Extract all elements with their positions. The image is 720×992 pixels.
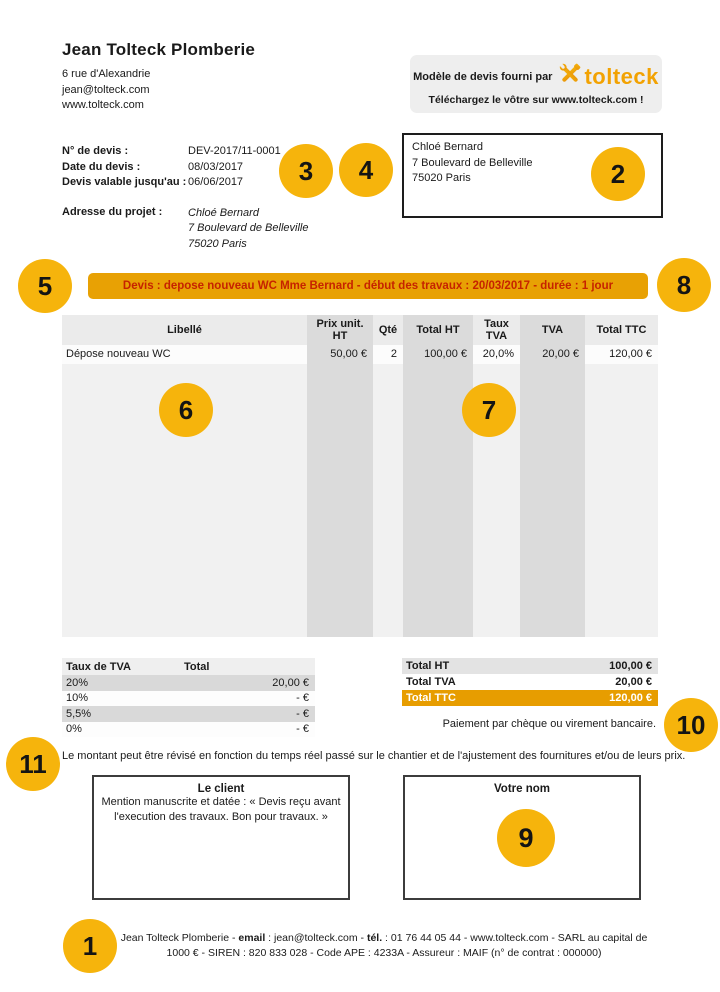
total-tva-row [402, 674, 658, 690]
annotation-marker-8: 8 [657, 258, 711, 312]
quote-title-banner: Devis : depose nouveau WC Mme Bernard - début des travaux : 20/03/2017 - durée : 1 jour [88, 273, 648, 299]
project-address-label: Adresse du projet : [62, 205, 163, 218]
client-name: Chloé Bernard [412, 141, 483, 153]
vat-row-20 [62, 675, 315, 691]
vat-total: - € [296, 692, 309, 705]
footer-tel-label: tél. [366, 932, 383, 944]
vat-rate-header: Taux de TVA [66, 660, 131, 673]
vat-summary-table [62, 658, 315, 737]
vat-total: - € [296, 707, 309, 720]
column-header-total-ttc: Total TTC [585, 315, 658, 345]
vat-rate: 10% [66, 692, 89, 705]
column-quantite [373, 315, 403, 637]
column-tva [520, 315, 585, 637]
crossed-tools-icon [558, 62, 582, 91]
client-signature-instruction: l'execution des travaux. Bon pour travaux. » [114, 811, 328, 823]
vat-table-header [62, 658, 315, 675]
items-table [62, 315, 658, 637]
vat-rate: 0% [66, 723, 82, 736]
quote-date-row [62, 160, 308, 176]
quote-info [62, 144, 308, 252]
company-name: Jean Tolteck Plomberie [62, 40, 256, 59]
quote-number-label: N° de devis : [62, 145, 129, 157]
column-header-libelle: Libellé [62, 315, 307, 345]
quote-date-value: 08/03/2017 [188, 160, 244, 173]
client-city: 75020 Paris [412, 172, 471, 184]
client-street: 7 Boulevard de Belleville [412, 156, 533, 169]
item-tva-cell: 20,00 € [520, 345, 585, 364]
item-prix-unitaire-cell: 50,00 € [307, 345, 373, 364]
tolteck-promo-box [410, 55, 662, 113]
vat-rate: 5,5% [66, 707, 92, 720]
quote-validity-value: 06/06/2017 [188, 176, 244, 188]
column-header-taux-tva: Taux TVA [473, 315, 520, 345]
project-address-line: 7 Boulevard de Belleville [188, 222, 309, 234]
item-label-cell: Dépose nouveau WC [62, 345, 307, 364]
item-total-ttc-cell: 120,00 € [585, 345, 658, 364]
total-ht-row [402, 658, 658, 674]
annotation-marker-2: 2 [591, 147, 645, 201]
company-header [62, 40, 255, 114]
annotation-marker-4: 4 [339, 143, 393, 197]
total-ht-value: 100,00 € [609, 660, 652, 672]
project-address-line: Chloé Bernard [188, 206, 259, 219]
tolteck-logo-text: tolteck [584, 63, 659, 89]
client-signature-box [92, 775, 350, 900]
company-email: jean@tolteck.com [62, 83, 150, 96]
project-address-block [62, 206, 308, 253]
promo-download-line: Téléchargez le vôtre sur www.tolteck.com ! [428, 94, 644, 106]
promo-provided-by: Modèle de devis fourni par [413, 70, 553, 83]
tolteck-logo [558, 62, 658, 91]
vat-row-0 [62, 722, 315, 738]
annotation-marker-10: 10 [664, 698, 718, 752]
footer-text: : 01 76 44 05 44 - www.tolteck.com - SARL au capital de 1000 € - SIREN : 820 833 028 - Code APE : 4233A - Assureur : MAIF (n° de contrat : 000000) [166, 932, 648, 959]
legal-footer [108, 931, 660, 961]
column-libelle [62, 315, 307, 637]
item-taux-tva-cell: 20,0% [473, 345, 520, 364]
quote-validity-label: Devis valable jusqu'au : [62, 176, 187, 188]
client-signature-instruction: Mention manuscrite et datée : « Devis reçu avant [101, 796, 341, 808]
company-website: www.tolteck.com [62, 99, 144, 111]
totals-block [402, 658, 658, 730]
vat-rate: 20% [66, 676, 89, 689]
annotation-marker-3: 3 [279, 144, 333, 198]
vat-row-5-5 [62, 706, 315, 722]
column-prix-unitaire-ht [307, 315, 373, 637]
annotation-marker-11: 11 [6, 737, 60, 791]
quote-number-row [62, 144, 308, 160]
quote-date-label: Date du devis : [62, 160, 141, 173]
vat-total-header: Total [184, 660, 210, 673]
quote-validity-row [62, 175, 308, 191]
total-ttc-label: Total TTC [406, 692, 456, 704]
column-header-prix-unitaire-ht: Prix unit. HT [307, 315, 373, 345]
column-header-quantite: Qté [373, 315, 403, 345]
footer-text: Jean Tolteck Plomberie - [120, 932, 239, 944]
project-address-line: 75020 Paris [188, 237, 247, 250]
annotation-marker-7: 7 [462, 383, 516, 437]
footer-email-label: email [238, 932, 266, 944]
total-ht-label: Total HT [406, 660, 450, 672]
annotation-marker-6: 6 [159, 383, 213, 437]
column-total-ht [403, 315, 473, 637]
total-ttc-row [402, 690, 658, 706]
column-taux-tva [473, 315, 520, 637]
annotation-marker-5: 5 [18, 259, 72, 313]
vat-total: 20,00 € [272, 676, 309, 689]
quote-number-value: DEV-2017/11-0001 [188, 145, 281, 157]
vat-row-10 [62, 691, 315, 707]
footer-text: : jean@tolteck.com - [265, 932, 367, 944]
annotation-marker-9: 9 [497, 809, 555, 867]
item-quantite-cell: 2 [373, 345, 403, 364]
column-total-ttc [585, 315, 658, 637]
total-tva-label: Total TVA [406, 676, 456, 688]
total-ttc-value: 120,00 € [609, 692, 652, 704]
payment-terms: Paiement par chèque ou virement bancaire. [442, 718, 656, 730]
annotation-marker-1: 1 [63, 919, 117, 973]
client-signature-title: Le client [197, 783, 245, 795]
column-header-total-ht: Total HT [403, 315, 473, 345]
total-tva-value: 20,00 € [615, 676, 652, 688]
vat-total: - € [296, 723, 309, 736]
your-name-title: Votre nom [493, 783, 550, 795]
item-total-ht-cell: 100,00 € [403, 345, 473, 364]
company-address: 6 rue d'Alexandrie [62, 68, 151, 80]
column-header-tva: TVA [520, 315, 585, 345]
revision-note: Le montant peut être révisé en fonction du temps réel passé sur le chantier et de l'ajustement des fournitures et/ou de leurs prix. [62, 750, 686, 762]
